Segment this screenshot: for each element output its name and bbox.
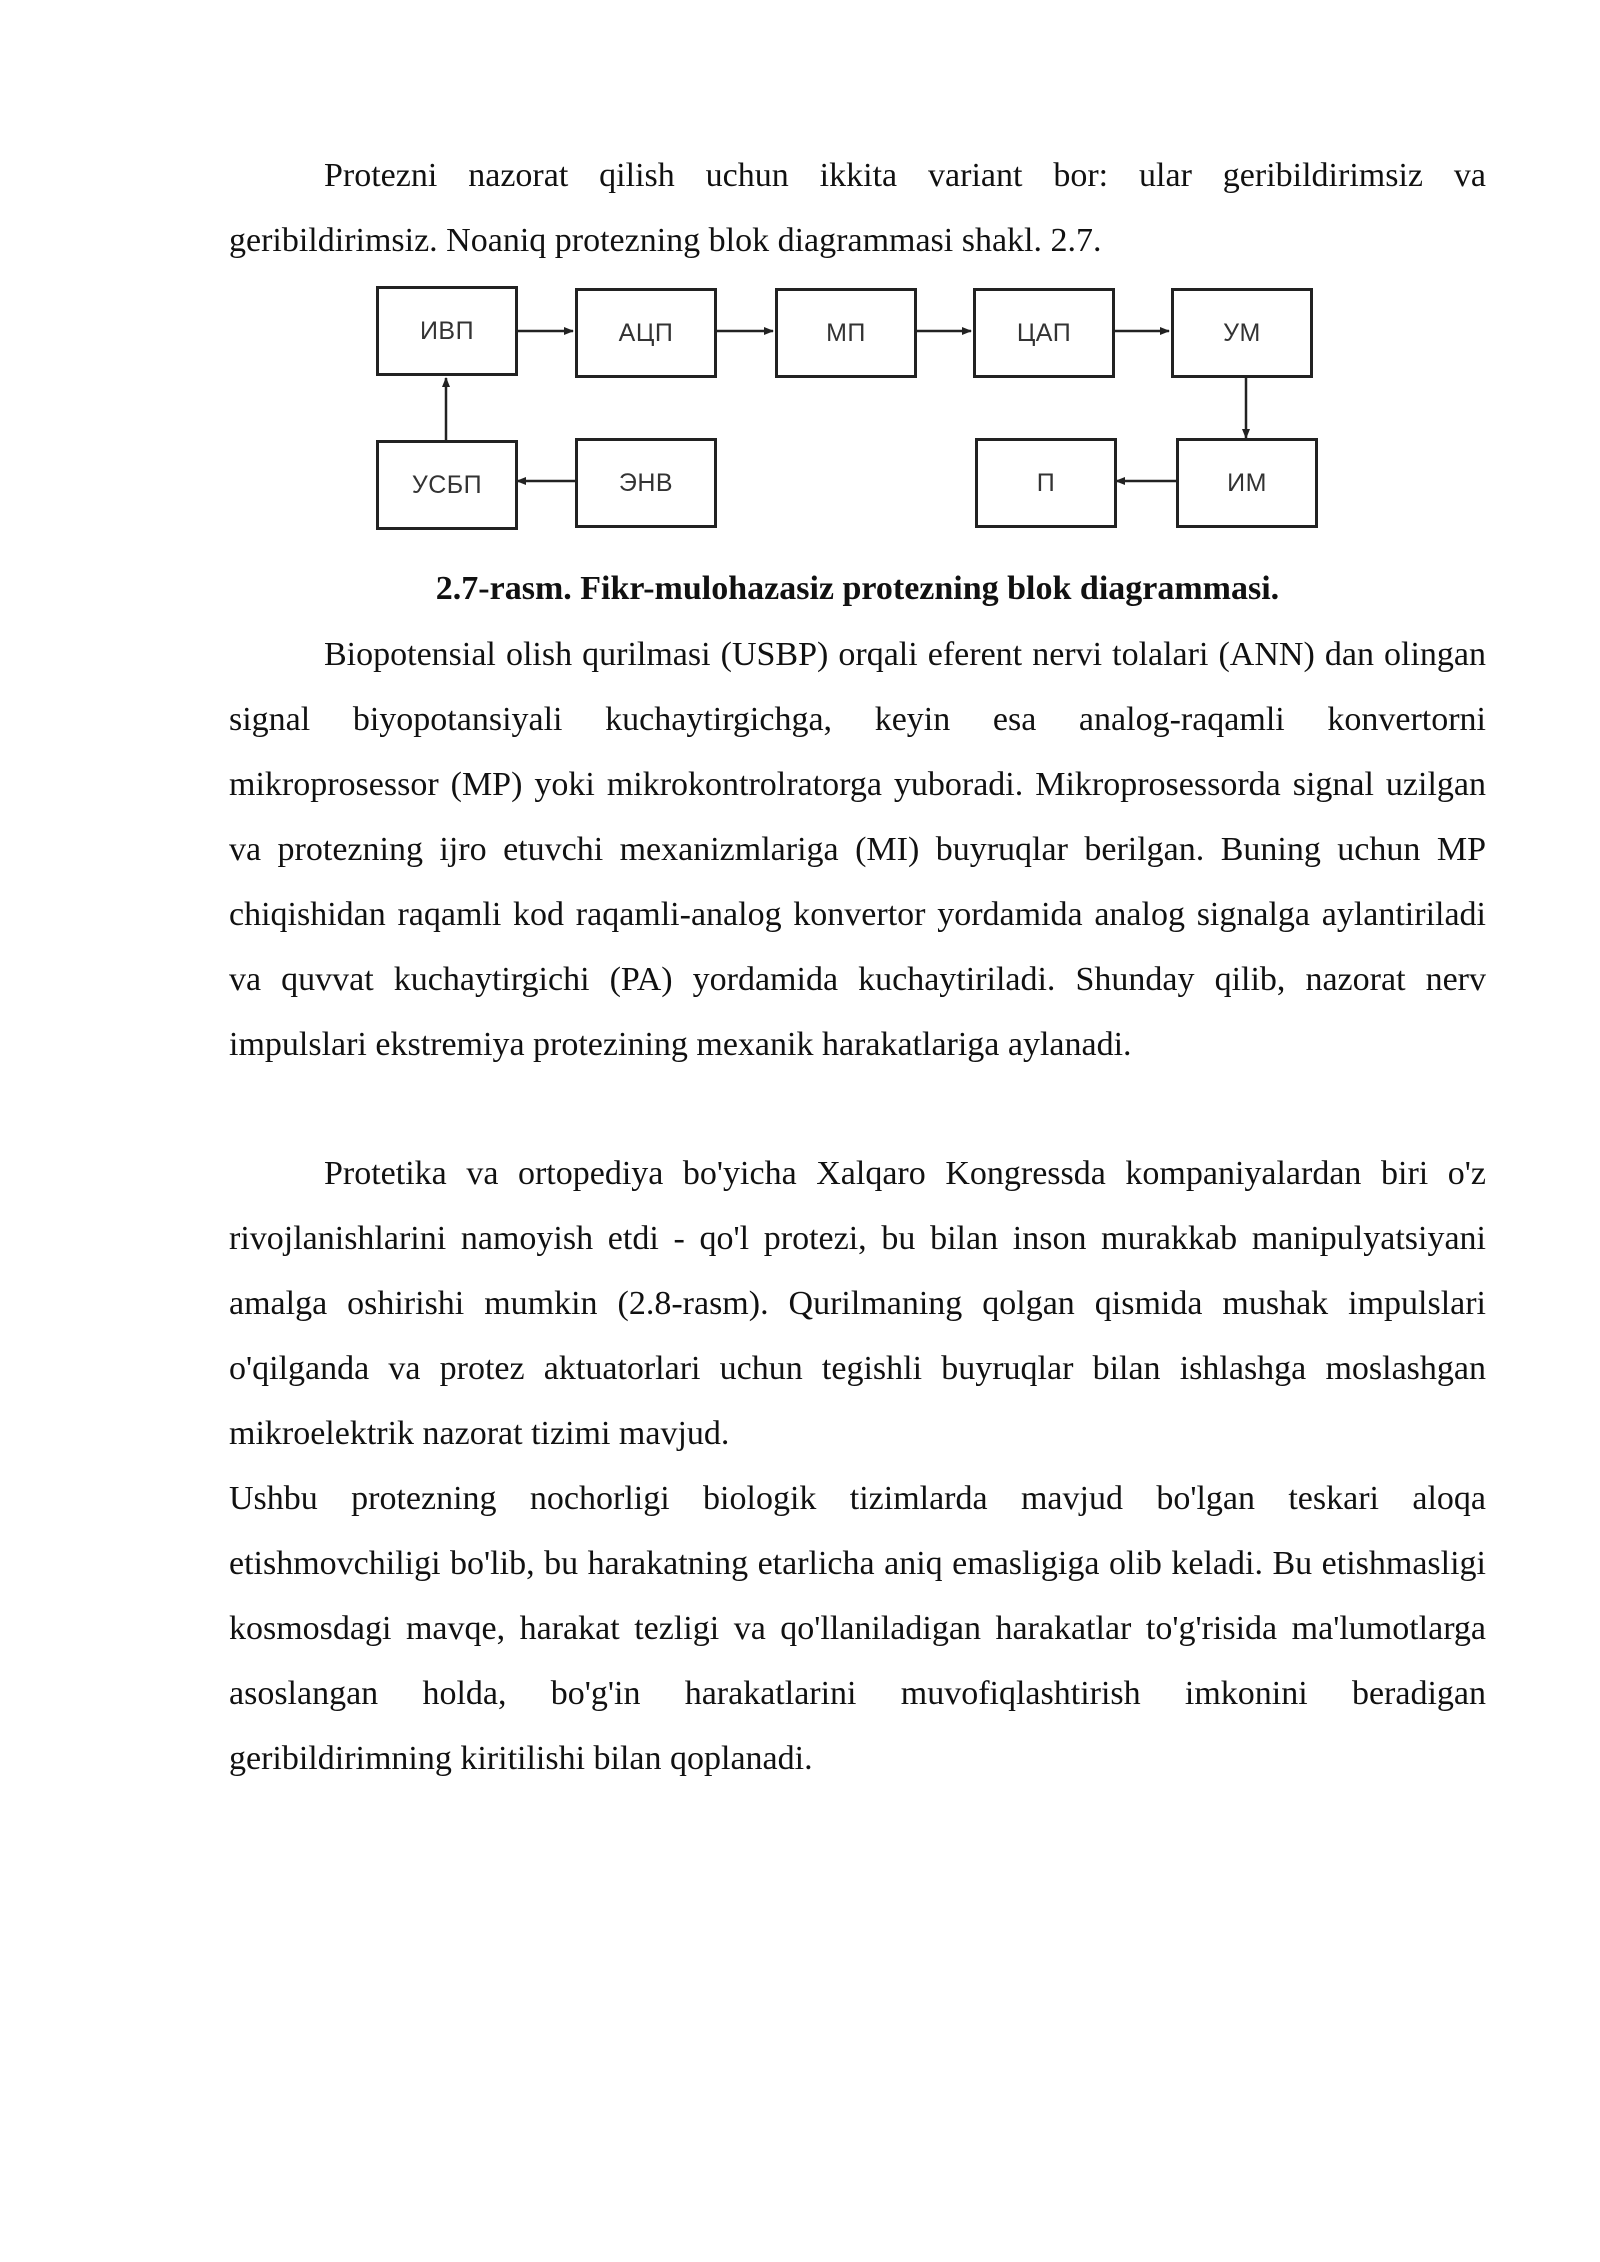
block-env xyxy=(575,438,717,528)
block-ivp-label: ИВП xyxy=(419,316,475,345)
block-p xyxy=(975,438,1117,528)
block-p-label: П xyxy=(1036,468,1056,497)
block-um-label: УМ xyxy=(1223,318,1261,347)
figure-caption: 2.7-rasm. Fikr-mulohazasiz protezning blok diagrammasi. xyxy=(435,570,1280,607)
block-acp xyxy=(575,288,717,378)
paragraph-congress: Protetika va ortopediya bo'yicha Xalqaro Kongressda kompaniyalardan biri o'z rivojlanishlarini namoyish etdi - qo'l protezi, bu bilan inson murakkab manipulyatsiyani amalga oshirishi mumkin (2.8-rasm). Qurilmaning qolgan qismida mushak impulslari o'qilganda va protez aktuatorlari uchun tegishli buyruqlar bilan ishlashga moslashgan mikroelektrik nazorat tizimi mavjud. xyxy=(229,1155,1486,1452)
block-cap-label: ЦАП xyxy=(1016,318,1072,347)
block-im-label: ИМ xyxy=(1227,468,1267,497)
paragraph-biopotential: Biopotensial olish qurilmasi (USBP) orqali eferent nervi tolalari (ANN) dan olingan signal biyopotansiyali kuchaytirgichga, keyin esa analog-raqamli konvertorni mikroprosessor (MP) yoki mikrokontrolratorga yuboradi. Mikroprosessorda signal uzilgan va protezning ijro etuvchi mexanizmlariga (MI) buyruqlar berilgan. Buning uchun MP chiqishidan raqamli kod raqamli-analog konvertor yordamida analog signalga aylantiriladi va quvvat kuchaytirgichi (PA) yordamida kuchaytiriladi. Shunday qilib, nazorat nerv impulslari ekstremiya protezining mexanik harakatlariga aylanadi. xyxy=(229,636,1486,1063)
block-mp xyxy=(775,288,917,378)
block-im xyxy=(1176,438,1318,528)
paragraph-intro: Protezni nazorat qilish uchun ikkita variant bor: ular geribildirimsiz va geribildirimsiz. Noaniq protezning blok diagrammasi shakl. 2.7. xyxy=(229,157,1486,259)
block-mp-label: МП xyxy=(826,318,866,347)
block-acp-label: АЦП xyxy=(618,318,674,347)
block-cap xyxy=(973,288,1115,378)
paragraph-drawback: Ushbu protezning nochorligi biologik tizimlarda mavjud bo'lgan teskari aloqa etishmovchiligi bo'lib, bu harakatning etarlicha aniq emasligiga olib keladi. Bu etishmasligi kosmosdagi mavqe, harakat tezligi va qo'llaniladigan harakatlar to'g'risida ma'lumotlarga asoslangan holda, bo'g'in harakatlarini muvofiqlashtirish imkonini beradigan geribildirimning kiritilishi bilan qoplanadi. xyxy=(229,1480,1486,1777)
block-usbp-label: УСБП xyxy=(411,470,483,499)
block-ivp xyxy=(376,286,518,376)
block-usbp xyxy=(376,440,518,530)
block-um xyxy=(1171,288,1313,378)
block-env-label: ЭНВ xyxy=(618,468,674,497)
block-diagram xyxy=(370,280,1350,546)
